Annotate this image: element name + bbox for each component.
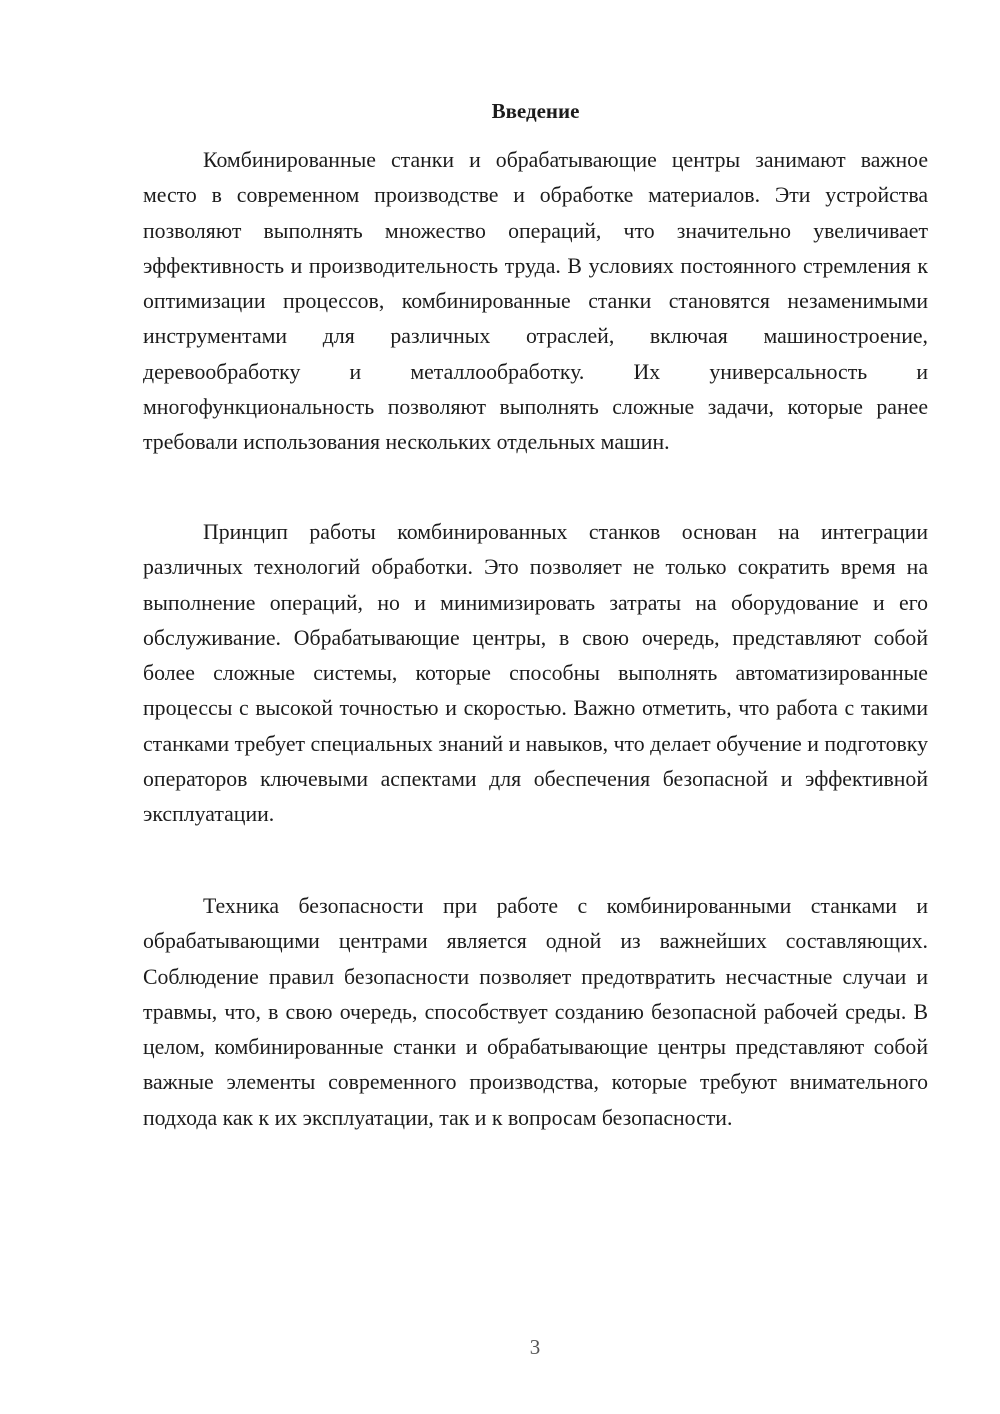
paragraph-working-principle: Принцип работы комбинированных станков основан на интеграции различных технологий обработки. Это позволяет не только сократить время на выполнение операций, но и минимизировать затраты на оборудование и его обслуживание. Обрабатывающие центры, в свою очередь, представляют собой более сложные системы, которые способны выполнять автоматизированные процессы с высокой точностью и скоростью. Важно отметить, что работа с такими станками требует специальных знаний и навыков, что делает обучение и подготовку операторов ключевыми аспектами для обеспечения безопасной и эффективной эксплуатации.	[143, 520, 928, 827]
page-number: 3	[529, 1335, 541, 1359]
paragraph-introduction: Комбинированные станки и обрабатывающие центры занимают важное место в современном производстве и обработке материалов. Эти устройства позволяют выполнять множество операций, что значительно увеличивает эффективность и производительность труда. В условиях постоянного стремления к оптимизации процессов, комбинированные станки становятся незаменимыми инструментами для различных отраслей, включая машиностроение, деревообработку и металлообработку. Их универсальность и многофункциональность позволяют выполнять сложные задачи, которые ранее требовали использования нескольких отдельных машин.	[143, 148, 928, 455]
paragraph-safety: Техника безопасности при работе с комбинированными станками и обрабатывающими центрами является одной из важнейших составляющих. Соблюдение правил безопасности позволяет предотвратить несчастные случаи и травмы, что, в свою очередь, способствует созданию безопасной рабочей среды. В целом, комбинированные станки и обрабатывающие центры представляют собой важные элементы современного производства, которые требуют внимательного подхода как к их эксплуатации, так и к вопросам безопасности.	[143, 894, 928, 1130]
section-title: Введение	[491, 99, 580, 123]
